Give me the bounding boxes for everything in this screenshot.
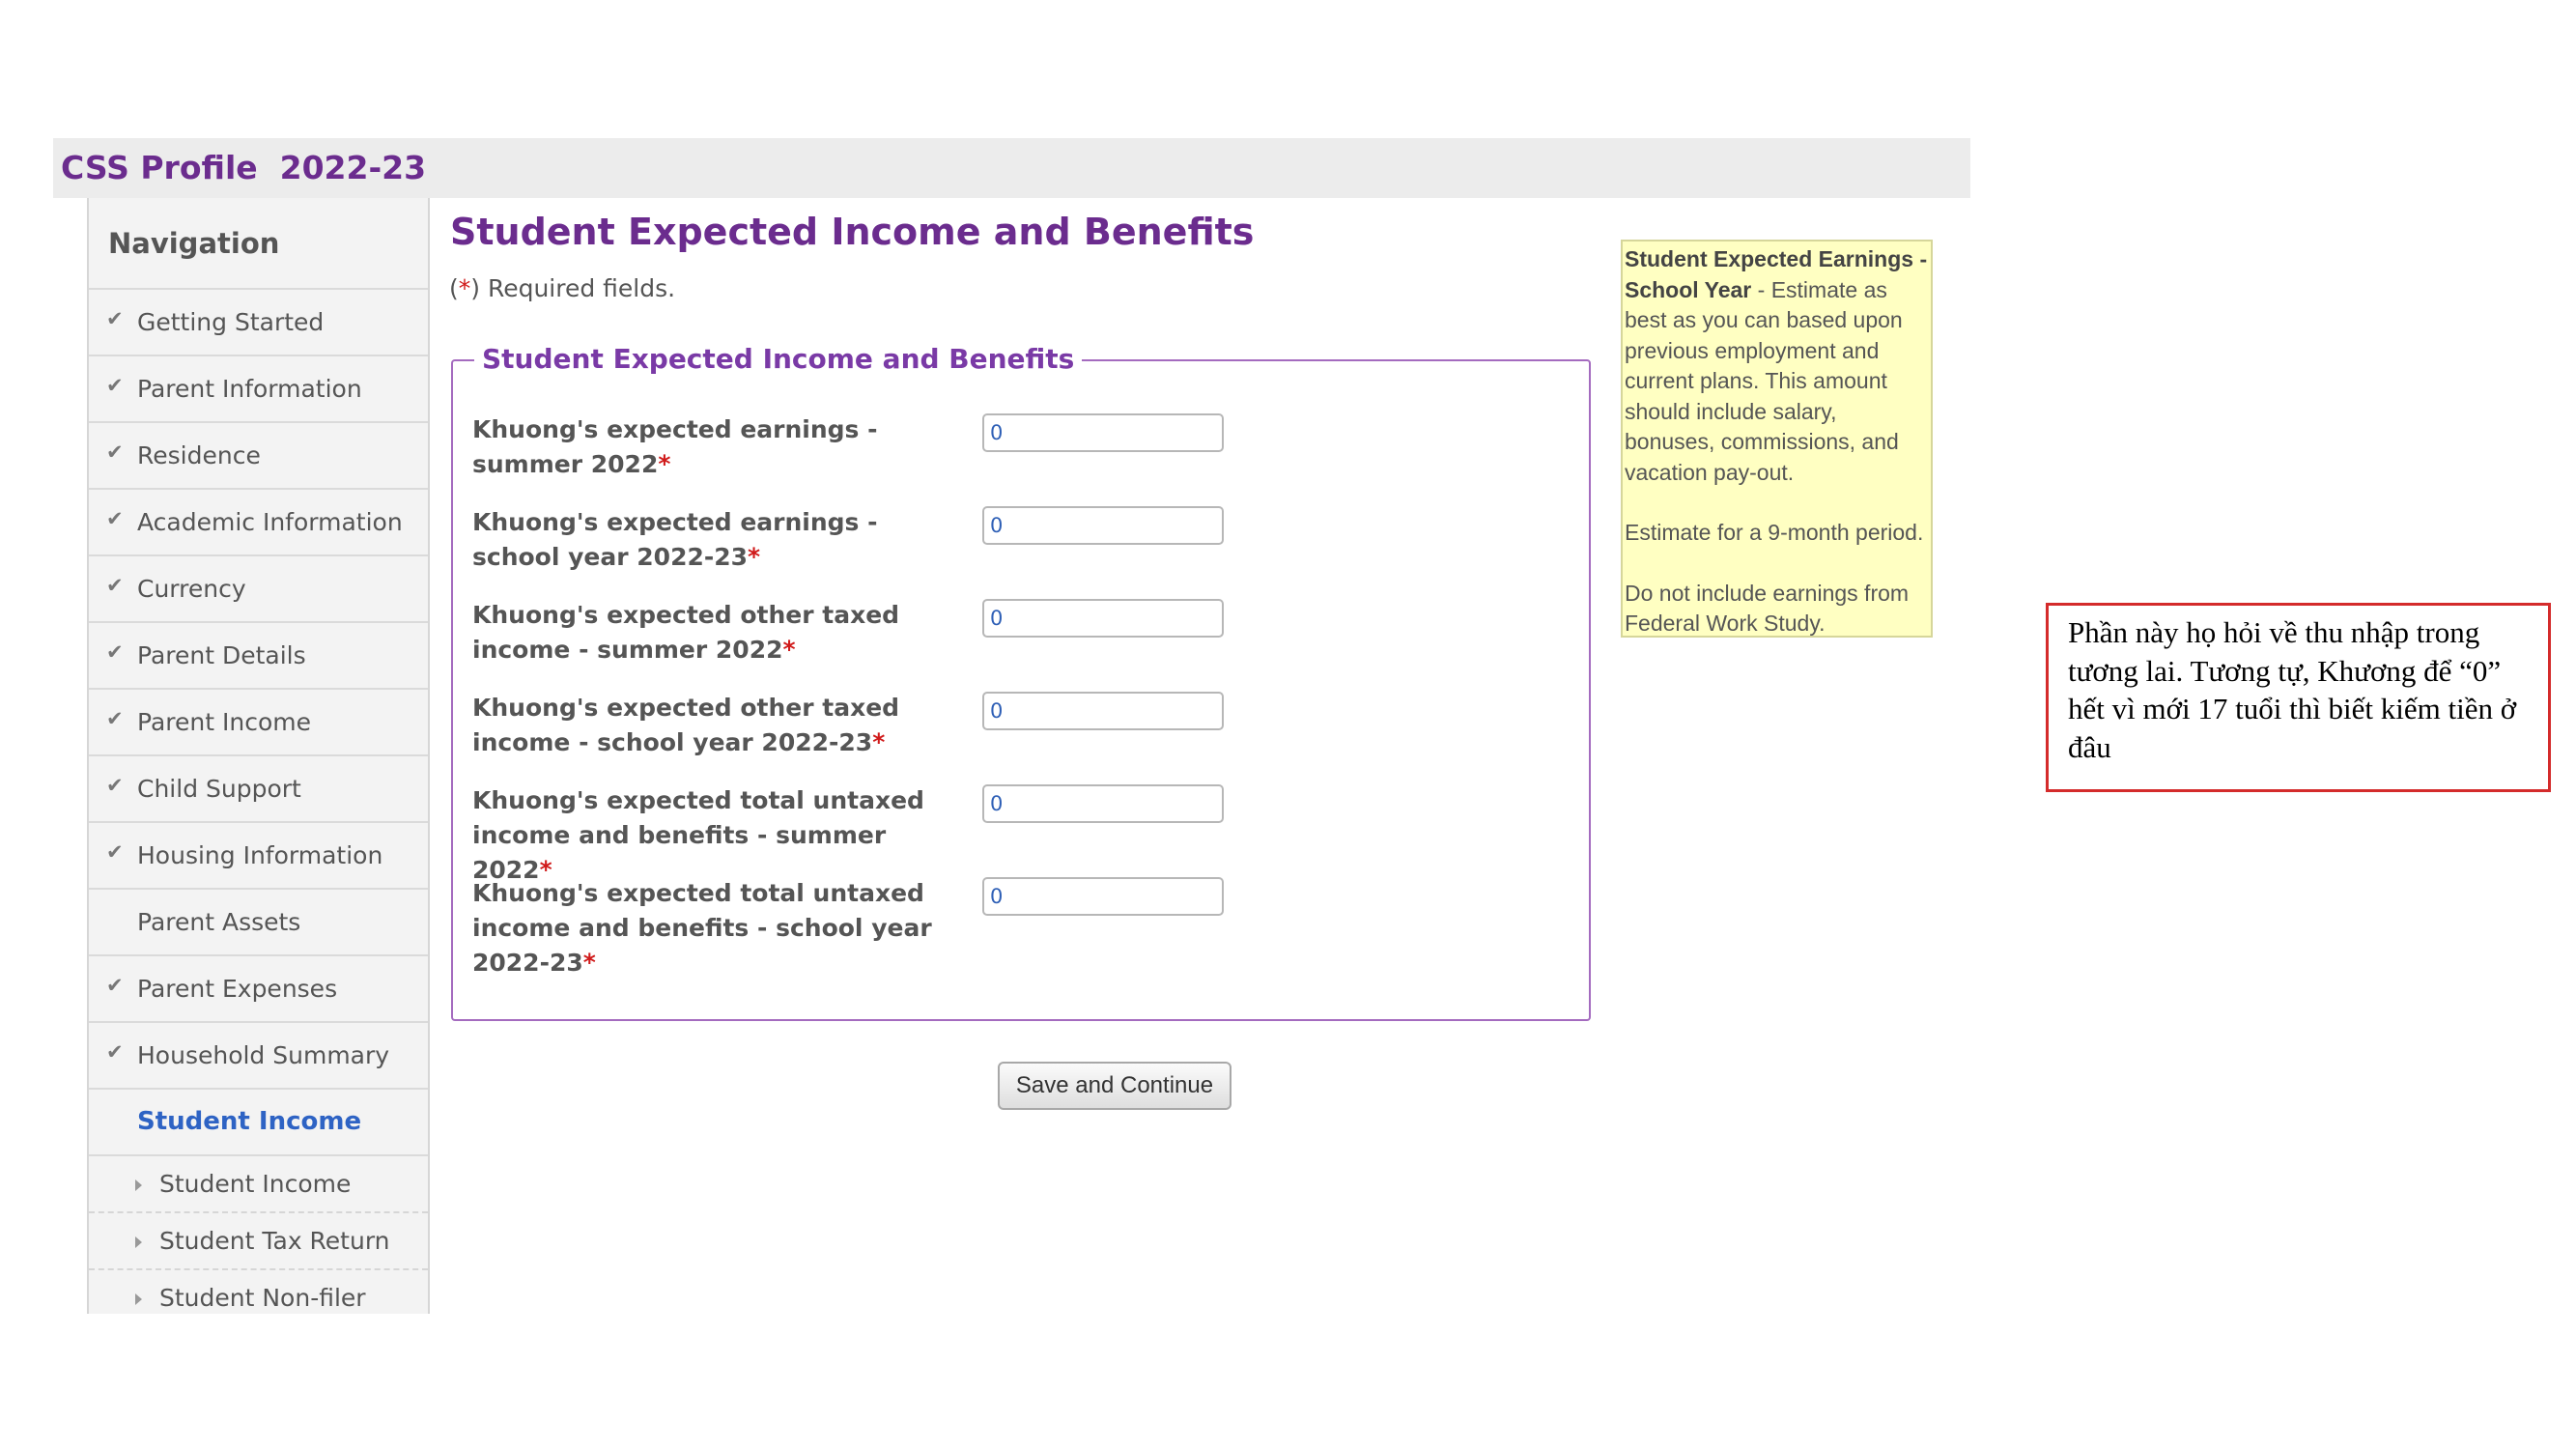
checkmark-icon: ✔ (106, 640, 124, 664)
sidebar-item-label: Parent Information (137, 375, 362, 403)
required-note-open: ( (449, 274, 459, 302)
required-star: * (458, 274, 471, 302)
sidebar-item-parent-details[interactable] (89, 623, 428, 690)
sidebar-subitem-student-tax-return[interactable] (89, 1213, 428, 1270)
fieldset-legend: Student Expected Income and Benefits (474, 340, 1082, 379)
sidebar-item-label: Residence (137, 441, 261, 469)
required-note-text: ) Required fields. (470, 274, 676, 302)
field-label-text: Khuong's expected other taxed income - school year 2022-23 (472, 694, 900, 756)
field-label-text: Khuong's expected other taxed income - summer 2022 (472, 601, 900, 664)
earnings-school-year-input[interactable] (982, 506, 1224, 545)
sidebar-item-student-income[interactable] (89, 1090, 428, 1156)
field-label-untaxed-summer (472, 783, 955, 888)
sidebar-subitem-label: Student Tax Return (159, 1227, 390, 1255)
sidebar-item-label: Child Support (137, 775, 301, 803)
sidebar-item-parent-assets[interactable] (89, 890, 428, 956)
sidebar-item-child-support[interactable] (89, 756, 428, 823)
triangle-right-icon (135, 1236, 142, 1248)
checkmark-icon: ✔ (106, 574, 124, 597)
required-star: * (658, 450, 671, 478)
sidebar-item-label: Parent Assets (137, 908, 301, 936)
help-text: - Estimate as best as you can based upon previous employment and current plans. This amount should include salary, bonuses, commissions, and vacation pay-out. (1625, 276, 1903, 485)
required-fields-note (449, 274, 675, 302)
other-taxed-school-year-input[interactable] (982, 692, 1224, 730)
triangle-right-icon (135, 1179, 142, 1191)
checkmark-icon: ✔ (106, 440, 124, 464)
sidebar-item-currency[interactable] (89, 556, 428, 623)
sidebar-item-housing-information[interactable] (89, 823, 428, 890)
income-fieldset (451, 343, 1591, 1021)
sidebar-subitem-student-income[interactable] (89, 1156, 428, 1213)
required-star: * (539, 856, 552, 884)
triangle-right-icon (135, 1293, 142, 1305)
sidebar-item-parent-income[interactable] (89, 690, 428, 756)
help-term: Student Expected Earnings - School Year (1625, 246, 1928, 302)
sidebar-item-label: Housing Information (137, 841, 383, 869)
sidebar-subitem-label: Student Income (159, 1170, 352, 1198)
help-paragraph (1625, 244, 1929, 488)
sidebar-item-label: Currency (137, 575, 246, 603)
field-label-earnings-summer (472, 412, 955, 482)
app-title: CSS Profile 2022-23 (61, 149, 427, 186)
sidebar-item-label: Parent Expenses (137, 975, 338, 1003)
field-label-text: Khuong's expected earnings - school year 2022-23 (472, 508, 878, 571)
checkmark-icon: ✔ (106, 840, 124, 864)
sidebar-item-parent-expenses[interactable] (89, 956, 428, 1023)
sidebar-item-label: Parent Details (137, 641, 306, 669)
other-taxed-summer-input[interactable] (982, 599, 1224, 638)
untaxed-summer-input[interactable] (982, 784, 1224, 823)
field-label-text: Khuong's expected total untaxed income and benefits - school year 2022-23 (472, 879, 932, 977)
sidebar-subitem-label: Student Non-filer (159, 1284, 366, 1312)
sidebar-item-label: Parent Income (137, 708, 311, 736)
help-panel (1621, 240, 1933, 638)
required-star: * (582, 949, 596, 977)
required-star: * (872, 728, 886, 756)
checkmark-icon: ✔ (106, 1040, 124, 1064)
help-paragraph: Do not include earnings from Federal Work Study. (1625, 580, 1910, 636)
sidebar-item-getting-started[interactable] (89, 290, 428, 356)
sidebar-item-household-summary[interactable] (89, 1023, 428, 1090)
required-star: * (748, 543, 761, 571)
sidebar-item-parent-information[interactable] (89, 356, 428, 423)
checkmark-icon: ✔ (106, 374, 124, 397)
sidebar-item-residence[interactable] (89, 423, 428, 490)
checkmark-icon: ✔ (106, 707, 124, 730)
navigation-heading: Navigation (89, 198, 428, 290)
sidebar-item-label: Student Income (137, 1107, 362, 1136)
header-bar (53, 138, 1970, 198)
field-label-text: Khuong's expected earnings - summer 2022 (472, 415, 878, 478)
help-paragraph: Estimate for a 9-month period. (1625, 520, 1924, 545)
required-star: * (782, 636, 796, 664)
field-label-untaxed-school-year (472, 876, 955, 980)
checkmark-icon: ✔ (106, 307, 124, 330)
page-title: Student Expected Income and Benefits (450, 211, 1255, 253)
field-label-text: Khuong's expected total untaxed income and benefits - summer 2022 (472, 786, 924, 884)
sidebar-item-label: Getting Started (137, 308, 325, 336)
sidebar-item-label: Household Summary (137, 1041, 390, 1069)
checkmark-icon: ✔ (106, 774, 124, 797)
earnings-summer-input[interactable] (982, 413, 1224, 452)
field-label-earnings-school-year (472, 505, 955, 575)
save-and-continue-button[interactable]: Save and Continue (998, 1062, 1231, 1110)
field-label-other-taxed-school-year (472, 691, 955, 760)
sidebar-navigation (87, 198, 430, 1314)
sidebar-item-academic-information[interactable] (89, 490, 428, 556)
sidebar-subitem-student-non-filer[interactable] (89, 1270, 428, 1314)
annotation-note: Phần này họ hỏi về thu nhập trong tương lai. Tương tự, Khương để “0” hết vì mới 17 tuổi thì biết kiếm tiền ở đâu (2046, 603, 2551, 792)
untaxed-school-year-input[interactable] (982, 877, 1224, 916)
checkmark-icon: ✔ (106, 974, 124, 997)
checkmark-icon: ✔ (106, 507, 124, 530)
sidebar-item-label: Academic Information (137, 508, 403, 536)
field-label-other-taxed-summer (472, 598, 955, 668)
